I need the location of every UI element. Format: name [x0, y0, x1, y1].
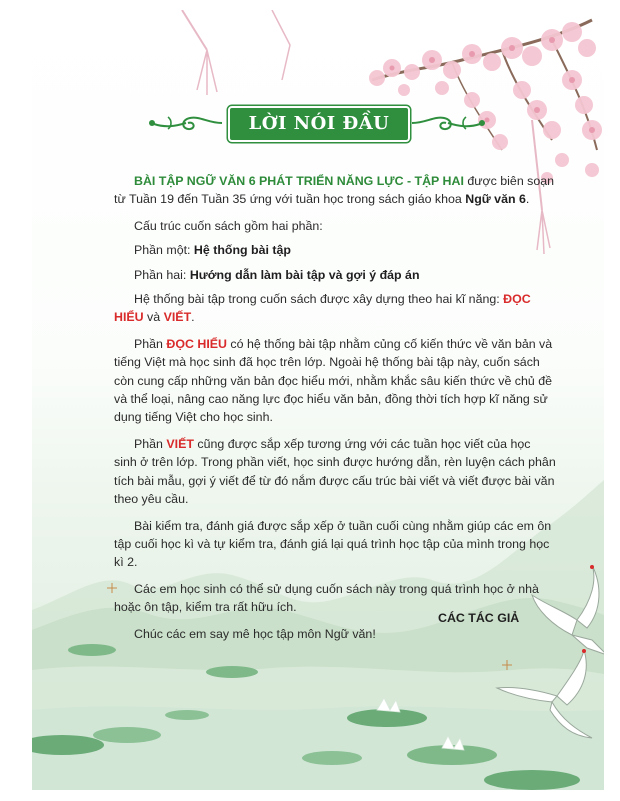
- paragraph-text: Hệ thống bài tập trong cuốn sách được xây dựng theo hai kĩ năng:: [134, 292, 504, 307]
- paragraph-part-one: [114, 241, 556, 259]
- paragraph-text: Phần: [134, 336, 167, 351]
- title-ornament-right-icon: [410, 112, 486, 134]
- part-name: Hệ thống bài tập: [193, 243, 291, 258]
- part-name: Hướng dẫn làm bài tập và gợi ý đáp án: [189, 267, 420, 282]
- book-title: BÀI TẬP NGỮ VĂN 6 PHÁT TRIỂN NĂNG LỰC - TẬP HAI: [134, 174, 464, 188]
- paragraph-reading: [114, 335, 556, 427]
- cherry-blossom-branch-illustration: [369, 20, 602, 184]
- skill-reading: ĐỌC HIỂU: [166, 336, 227, 351]
- book-page: [32, 10, 604, 790]
- signature: CÁC TÁC GIẢ: [438, 611, 520, 625]
- paragraph-text: cũng được sắp xếp tương ứng với các tuần học viết của học sinh ở trên lớp. Trong phần viết, học sinh được hướng dẫn, rèn luyện cách phân tích bài mẫu, gợi ý viết để từ đó nắm được cấu trúc bài viết và viết được bài văn theo yêu cầu.: [114, 436, 556, 507]
- foreword-body: [114, 172, 556, 651]
- skill-writing: VIẾT: [163, 310, 192, 325]
- part-label: Phần hai:: [134, 267, 190, 282]
- paragraph-text: được biên soạn từ Tuần 19 đến Tuần 35 ứng với tuần học trong sách giáo khoa: [114, 174, 555, 207]
- page-title: LỜI NÓI ĐẦU: [228, 106, 410, 142]
- title-ornament-left-icon: [148, 112, 224, 134]
- paragraph-text: và: [143, 310, 164, 325]
- paragraph-assessment: Bài kiểm tra, đánh giá được sắp xếp ở tuần cuối cùng nhằm giúp các em ôn tập cuối học kì và tự kiểm tra, đánh giá lại quá trình học tập của mình trong học kì 2.: [114, 518, 552, 570]
- paragraph-structure: Cấu trúc cuốn sách gồm hai phần:: [134, 218, 323, 233]
- paragraph-text: có hệ thống bài tập nhằm củng cố kiến thức về văn bản và tiếng Việt mà học sinh đã học trên lớp. Ngoài hệ thống bài tập này, cuốn sách còn cung cấp những văn bản đọc hiểu mới, nhằm khắc sâu kiến thức về chủ đề và thể loại, nâng cao năng lực đọc hiểu văn bản, đồng thời tích hợp kĩ năng sử dụng tiếng Việt cho học sinh.: [114, 336, 553, 425]
- paragraph-wish: Chúc các em say mê học tập môn Ngữ văn!: [134, 626, 376, 641]
- paragraph-part-two: [114, 266, 556, 284]
- reference-book: Ngữ văn 6: [465, 192, 526, 207]
- paragraph-usage: Các em học sinh có thể sử dụng cuốn sách này trong quá trình học ở nhà hoặc ôn tập, kiểm tra rất hữu ích.: [114, 581, 539, 615]
- paragraph-text: Phần: [134, 436, 167, 451]
- tassel-illustration: [182, 10, 290, 95]
- part-label: Phần một:: [134, 243, 194, 258]
- paragraph-writing: [114, 435, 556, 509]
- title-banner: [32, 106, 604, 140]
- paragraph-text: .: [525, 192, 530, 207]
- paragraph-skills: [114, 290, 556, 327]
- paragraph-intro: [114, 172, 556, 209]
- skill-writing: VIẾT: [166, 436, 194, 451]
- paragraph-text: .: [191, 310, 195, 325]
- skill-reading: ĐỌC HIỂU: [114, 292, 531, 325]
